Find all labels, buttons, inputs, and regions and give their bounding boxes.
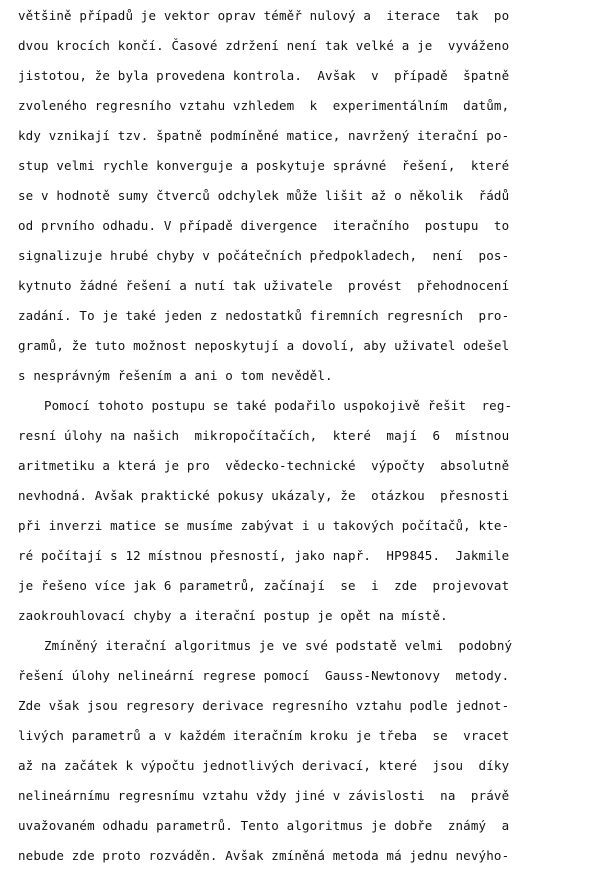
text-line: řešení úlohy nelineární regrese pomocí Gauss-Newtonovy metody. xyxy=(18,668,510,683)
text-line: se v hodnotě sumy čtverců odchylek může lišit až o několik řádů xyxy=(18,188,510,203)
text-line: gramů, že tuto možnost neposkytují a dovolí, aby uživatel odešel xyxy=(18,338,510,353)
text-line: Pomocí tohoto postupu se také podařilo uspokojivě řešit reg- xyxy=(44,398,513,413)
text-line: stup velmi rychle konverguje a poskytuje správné řešení, které xyxy=(18,158,510,173)
text-line: od prvního odhadu. V případě divergence iteračního postupu to xyxy=(18,218,510,233)
text-line: kytnuto žádné řešení a nutí tak uživatele provést přehodnocení xyxy=(18,278,510,293)
text-line: nelineárnímu regresnímu vztahu vždy jiné v závislosti na právě xyxy=(18,788,510,803)
text-line: většině případů je vektor oprav téměř nulový a iterace tak po xyxy=(18,8,510,23)
text-line: ré počítají s 12 místnou přesností, jako např. HP9845. Jakmile xyxy=(18,548,510,563)
text-line: dvou krocích končí. Časové zdržení není tak velké a je vyváženo xyxy=(18,38,510,53)
text-line: Zde však jsou regresory derivace regresního vztahu podle jednot- xyxy=(18,698,510,713)
text-line: zadání. To je také jeden z nedostatků firemních regresních pro- xyxy=(18,308,510,323)
text-line: nebude zde proto rozváděn. Avšak zmíněná metoda má jednu nevýho- xyxy=(18,848,510,863)
text-line: resní úlohy na našich mikropočítačích, které mají 6 místnou xyxy=(18,428,510,443)
text-line: je řešeno více jak 6 parametrů, začínají se i zde projevovat xyxy=(18,578,510,593)
text-line: kdy vznikají tzv. špatně podmíněné matice, navržený iterační po- xyxy=(18,128,510,143)
text-line: aritmetiku a která je pro vědecko-technické výpočty absolutně xyxy=(18,458,510,473)
text-line: zvoleného regresního vztahu vzhledem k experimentálním datům, xyxy=(18,98,510,113)
text-line: při inverzi matice se musíme zabývat i u takových počítačů, kte- xyxy=(18,518,510,533)
text-line: nevhodná. Avšak praktické pokusy ukázaly, že otázkou přesnosti xyxy=(18,488,510,503)
text-line: signalizuje hrubé chyby v počátečních předpokladech, není pos- xyxy=(18,248,510,263)
text-line: uvažovaném odhadu parametrů. Tento algoritmus je dobře známý a xyxy=(18,818,510,833)
text-line: s nesprávným řešením a ani o tom nevěděl. xyxy=(18,368,333,383)
text-line: livých parametrů a v každém iteračním kroku je třeba se vracet xyxy=(18,728,510,743)
text-line: jistotou, že byla provedena kontrola. Avšak v případě špatně xyxy=(18,68,510,83)
text-line: až na začátek k výpočtu jednotlivých derivací, které jsou díky xyxy=(18,758,510,773)
text-line: Zmíněný iterační algoritmus je ve své podstatě velmi podobný xyxy=(44,638,513,653)
text-line: zaokrouhlovací chyby a iterační postup je opět na místě. xyxy=(18,608,448,623)
